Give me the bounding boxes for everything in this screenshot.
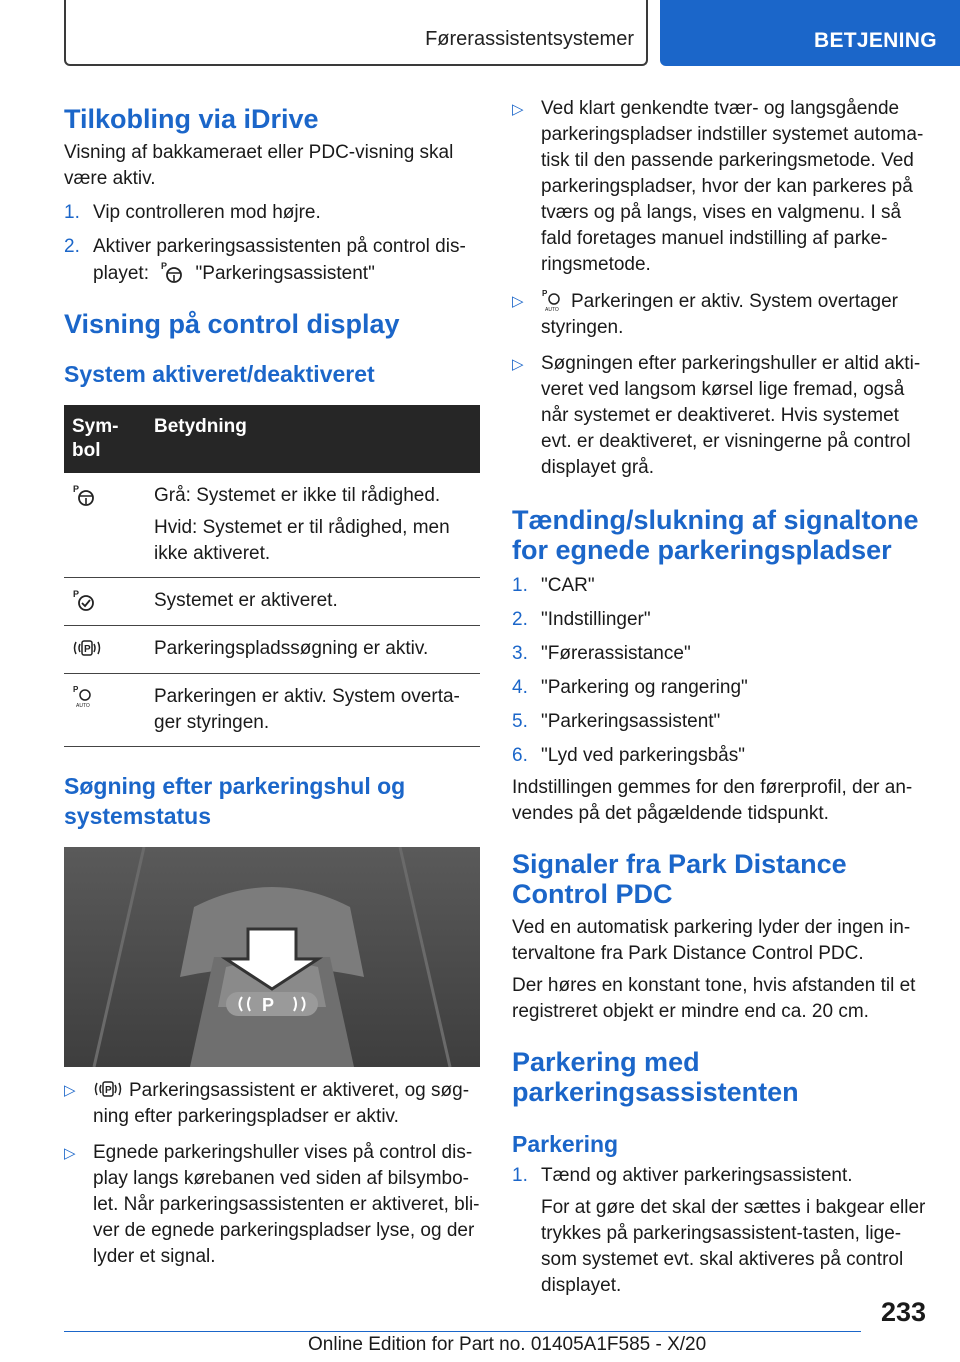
bullet-triangle-icon: ▷ [64,1145,76,1162]
list-item: 3. "Førerassistance" [512,643,691,664]
footer-edition: Online Edition for Part no. 01405A1F585 - X/20 [308,1334,707,1355]
bullet-triangle-icon: ▷ [512,356,524,373]
para-connect: Visning af bakkameraet eller PDC-visning skal være aktiv. [64,142,454,189]
search-bullets [64,1077,480,1270]
symbol-table [64,405,480,747]
parking-display-image [64,847,480,1067]
right-column [512,96,926,1299]
footer-divider [64,1331,861,1332]
parking-steps [512,1163,926,1299]
list-item: 6. "Lyd ved parkeringsbås" [512,745,745,766]
header-chapter-tab [660,0,960,66]
heading-status: System aktiveret/deaktiveret [64,361,375,387]
list-item: 1. Vip controlleren mod højre. [64,202,321,223]
heading-parking: Parkering [512,1131,619,1157]
parking-auto-icon [541,288,565,312]
list-item: 1. Tænd og aktiver parkeringsassistent. For at gøre det skal der sættes i bakgear eller trykkes på parkeringsassistent-tasten, ligesom systemet evt. skal aktiveres på control displayet. [512,1165,926,1296]
parking-search-icon [72,636,102,660]
parking-assistant-active-icon [72,588,96,612]
tone-steps [512,573,926,769]
svg-text:P: P [105,1085,112,1096]
heading-parking-with: Parkering med parkeringsassistenten [512,1047,799,1107]
heading-display: Visning på control display [64,309,400,339]
list-item: 2. "Indstillinger" [512,609,651,630]
svg-text:P: P [73,589,80,599]
para-saved: Indstillingen gemmes for den førerprofil, der anvendes på det pågældende tidspunkt. [512,777,913,824]
list-item: ▷ P Parkeringsassistent er aktiveret, og søgning efter parkeringspladser er aktiv. [64,1077,480,1130]
svg-text:P: P [84,644,91,655]
list-item: ▷ P AUTO Parkeringen er aktiv. System overtager styringen. [512,288,926,341]
table-header-symbol: Symbol [64,405,146,473]
page-number: 233 [880,1297,926,1327]
chapter-title: BETJENING [814,29,937,52]
list-item: 2. Aktiver parkeringsassistenten på control displayet: P "Parkeringsassistent" [64,236,466,284]
svg-text:P: P [73,685,79,694]
svg-text:P: P [262,995,275,1015]
bullet-triangle-icon: ▷ [512,101,524,118]
parking-assistant-icon [72,483,96,507]
list-item: ▷ Egnede parkeringshuller vises på control display langs kørebanen ved siden af bilsymbolet. Når parkeringsassistenten er aktiveret, bliver de egnede parkeringspladser lyse, og der lyder et signal. [64,1140,480,1270]
header-section-tab [64,0,648,66]
list-item: 5. "Parkeringsassistent" [512,711,721,732]
parking-auto-icon [72,684,96,708]
table-row: P Systemet er aktiveret. [64,578,480,626]
para-pdc-1: Ved en automatisk parkering lyder der ingen intervaltone fra Park Distance Control PDC. [512,917,911,964]
table-row: P Parkeringspladssøgning er aktiv. [64,626,480,674]
connect-steps [64,200,480,287]
heading-pdc: Signaler fra Park Distance Control PDC [512,849,847,909]
list-item: ▷ Søgningen efter parkeringshuller er altid aktiveret ved langsom kørsel lige fremad, også når systemet er deaktiveret. Hvis systemet evt. er deaktiveret, er visningerne på control displayet grå. [512,351,926,481]
heading-search: Søgning efter parkeringshul og systemstatus [64,773,406,829]
svg-text:AUTO: AUTO [76,703,90,708]
svg-text:P: P [542,289,548,298]
para-pdc-2: Der høres en konstant tone, hvis afstanden til et registreret objekt er mindre end ca. 20 cm. [512,975,916,1022]
table-header-meaning: Betydning [146,405,480,473]
list-item: ▷ Ved klart genkendte tvær- og langsgående parkeringspladser indstiller systemet automatisk til den passende parkeringsmetode. Ved parkeringspladser, hvor der kan parkeres på tværs og på langs, vises en valgmenu. I så fald foretages manuel indstilling af parkeringsmetode. [512,96,926,278]
bullet-triangle-icon: ▷ [64,1082,76,1099]
svg-text:AUTO: AUTO [545,307,559,312]
section-title: Førerassistentsystemer [425,28,634,50]
heading-connect: Tilkobling via iDrive [64,104,319,134]
parking-search-icon [93,1077,123,1101]
left-column [64,100,480,1270]
parking-assistant-icon [160,260,184,284]
list-item: 4. "Parkering og rangering" [512,677,748,698]
bullet-triangle-icon: ▷ [512,293,524,310]
car-with-arrow-illustration [64,847,480,1067]
heading-tone: Tænding/slukning af signaltone for egnede parkeringspladser [512,505,919,565]
svg-text:P: P [73,484,80,494]
svg-text:P: P [161,261,168,271]
list-item: 1. "CAR" [512,575,595,596]
table-row: P AUTO Parkeringen er aktiv. System overtager styringen. [64,674,480,747]
method-bullets [512,96,926,481]
table-row: P Grå: Systemet er ikke til rådighed. Hvid: Systemet er til rådighed, men ikke aktiveret. [64,473,480,578]
